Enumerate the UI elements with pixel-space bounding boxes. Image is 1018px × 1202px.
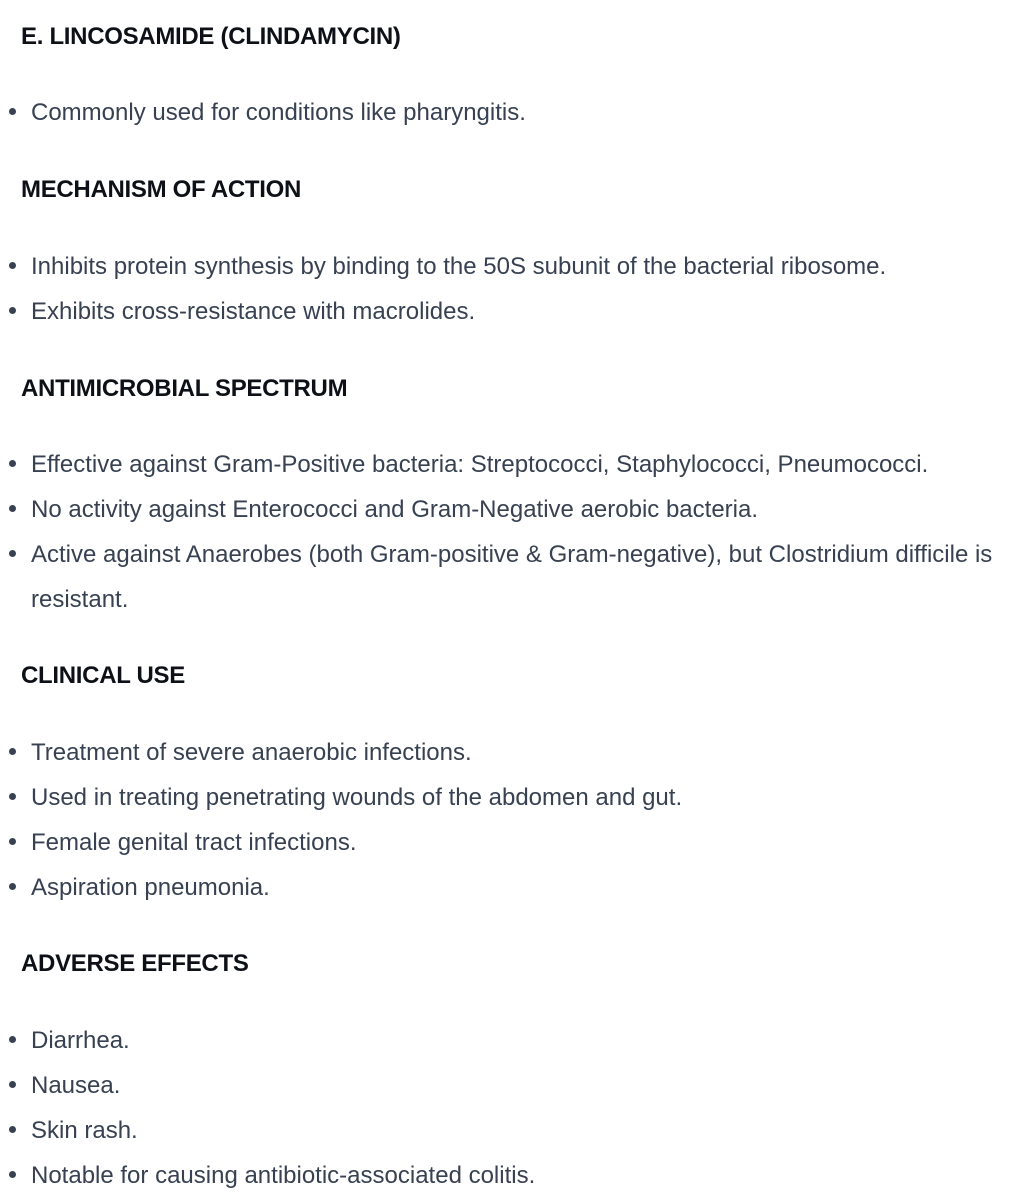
- list-item: Diarrhea.: [0, 1018, 1000, 1063]
- bullet-icon: [9, 505, 16, 512]
- list-item: Active against Anaerobes (both Gram-positive & Gram-negative), but Clostridium difficile is resistant.: [0, 532, 1000, 622]
- bullet-icon: [9, 108, 16, 115]
- bullet-icon: [9, 1081, 16, 1088]
- list-item: Effective against Gram-Positive bacteria: Streptococci, Staphylococci, Pneumococci.: [0, 442, 1000, 487]
- bullet-icon: [9, 748, 16, 755]
- bullet-icon: [9, 838, 16, 845]
- bullet-icon: [9, 307, 16, 314]
- list-item: Commonly used for conditions like pharyngitis.: [0, 90, 1000, 135]
- section-heading-mechanism: MECHANISM OF ACTION: [21, 176, 302, 203]
- list-item: Nausea.: [0, 1063, 1000, 1108]
- list-item: Exhibits cross-resistance with macrolides.: [0, 289, 1000, 334]
- list-item: Notable for causing antibiotic-associated colitis.: [0, 1153, 1000, 1198]
- bullet-icon: [9, 1036, 16, 1043]
- section-heading-adverse-effects: ADVERSE EFFECTS: [21, 950, 249, 977]
- bullet-icon: [9, 460, 16, 467]
- section-heading-clinical-use: CLINICAL USE: [21, 662, 185, 689]
- bullet-icon: [9, 883, 16, 890]
- list-item: Inhibits protein synthesis by binding to the 50S subunit of the bacterial ribosome.: [0, 244, 1000, 289]
- list-item: Aspiration pneumonia.: [0, 865, 1000, 910]
- list-item: Treatment of severe anaerobic infections.: [0, 730, 1000, 775]
- bullet-icon: [9, 262, 16, 269]
- list-item: Skin rash.: [0, 1108, 1000, 1153]
- section-heading-spectrum: ANTIMICROBIAL SPECTRUM: [21, 375, 348, 402]
- list-item: Used in treating penetrating wounds of the abdomen and gut.: [0, 775, 1000, 820]
- bullet-icon: [9, 1126, 16, 1133]
- bullet-icon: [9, 550, 16, 557]
- list-item: No activity against Enterococci and Gram-Negative aerobic bacteria.: [0, 487, 1000, 532]
- bullet-icon: [9, 793, 16, 800]
- list-item: Female genital tract infections.: [0, 820, 1000, 865]
- bullet-icon: [9, 1171, 16, 1178]
- page-title: E. LINCOSAMIDE (CLINDAMYCIN): [21, 23, 401, 50]
